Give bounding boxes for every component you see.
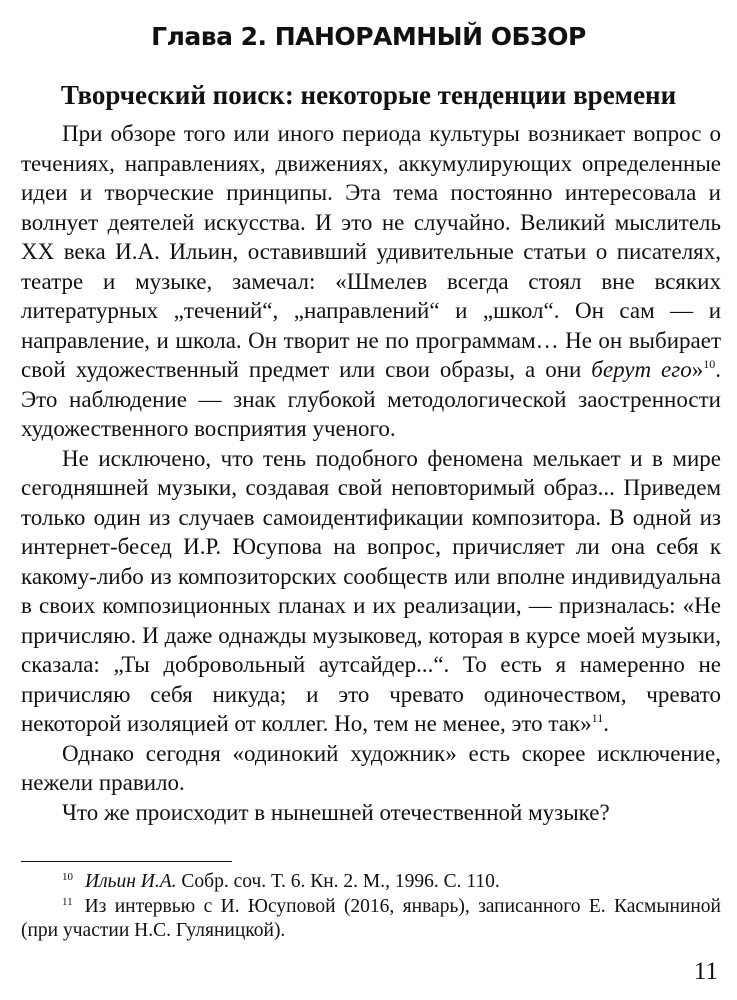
page-number: 11 [693, 958, 718, 985]
paragraph-1 [21, 119, 721, 444]
paragraph-1-text: При обзоре того или иного периода культуры возникает вопрос о течениях, направлениях, движениях, аккумулирующих определенные идеи и творческие принципы. Эта тема постоянно интересовала и волнует деятелей искусства. И это не случайно. Великий мыслитель XX века И.А. Ильин, оставивший удивительные статьи о писателях, театре и музыке, замечал: «Шмелев всегда стоял вне всяких литературных „течений“, „направлений“ и „школ“. Он сам — и направление, и школа. Он творит не по программам… Не он выбирает свой художественный предмет или свои образы, а они [21, 121, 721, 382]
footnote-text: Собр. соч. Т. 6. Кн. 2. М., 1996. С. 110. [176, 871, 500, 892]
paragraph-1-text-end: . Это наблюдение — знак глубокой методологической заостренности художественного восприятия ученого. [21, 357, 721, 441]
section-title: Творческий поиск: некоторые тенденции времени [60, 80, 677, 110]
footnote-number: 10 [62, 871, 73, 883]
footnote-10 [21, 870, 721, 895]
body-text [21, 119, 721, 827]
paragraph-3: Однако сегодня «одинокий художник» есть скорее исключение, нежели правило. [21, 740, 721, 795]
footnotes [21, 870, 721, 944]
paragraph-2 [21, 444, 721, 739]
footnote-11 [21, 895, 721, 944]
paragraph-2-text: Не исключено, что тень подобного феномена мелькает и в мире сегодняшней музыки, создавая свой неповторимый образ... Приведем только один из случаев самоидентификации композитора. В одной из интернет-бесед И.Р. Юсупова на вопрос, причисляет ли она себя к какому-либо из композиторских сообществ или вполне индивидуальна в своих композиционных планах и их реализации, — призналась: «Не причисляю. И даже однажды музыковед, которая в курсе моей музыки, сказала: „Ты добровольный аутсайдер...“. То есть я намеренно не причисляю себя никуда; и это чревато одиночеством, чревато некоторой изоляцией от коллег. Но, тем не менее, это так» [21, 445, 721, 736]
paragraph-4: Что же происходит в нынешней отечественной музыке? [62, 799, 610, 825]
footnote-ref-11[interactable]: 11 [591, 711, 604, 725]
paragraph-1-italic-quote: берут его [591, 357, 692, 382]
footnote-text: Из интервью с И. Юсуповой (2016, январь), записанного Е. Касмыниной (при участии Н.С. Гуляницкой). [21, 895, 721, 941]
footnote-author: Ильин И.А. [85, 871, 177, 892]
paragraph-1-closing-quote: » [691, 357, 704, 382]
chapter-title: Глава 2. ПАНОРАМНЫЙ ОБЗОР [151, 22, 586, 51]
paragraph-2-text-end: . [603, 711, 609, 736]
footnote-ref-10[interactable]: 10 [703, 357, 716, 371]
footnote-divider [21, 861, 232, 862]
footnote-number: 11 [62, 895, 73, 908]
